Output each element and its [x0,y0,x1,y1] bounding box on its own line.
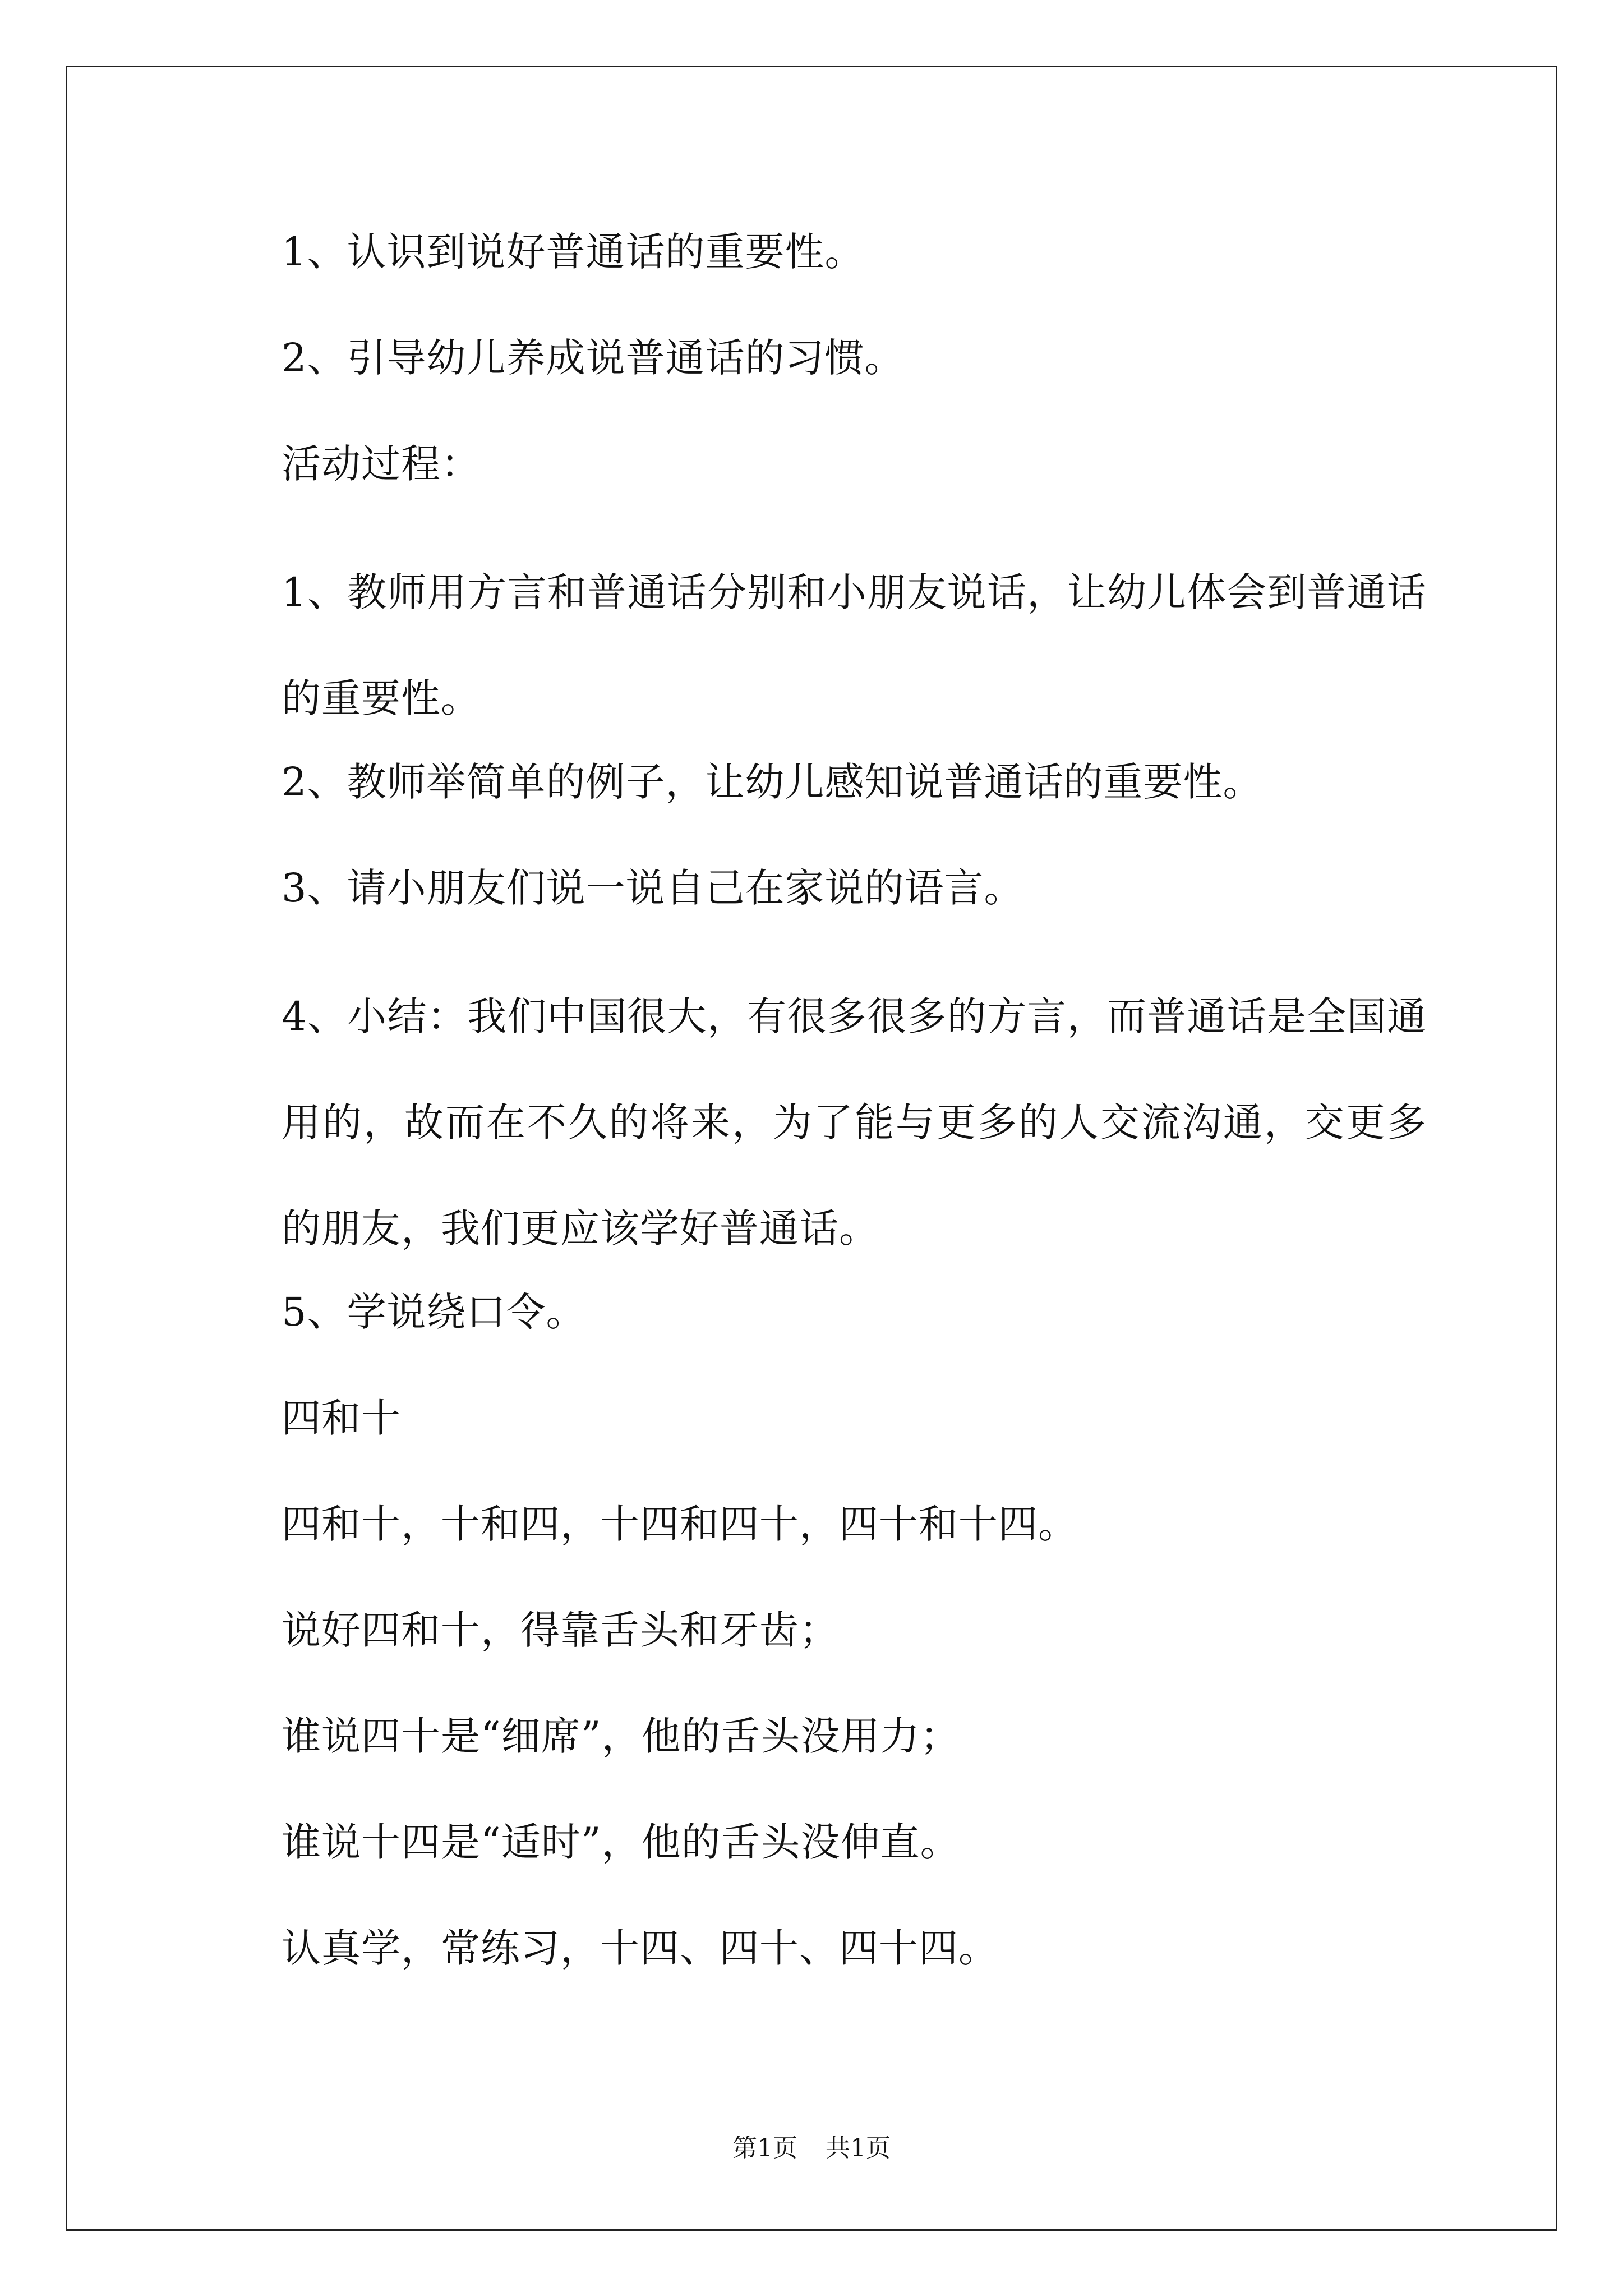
section-heading-process: 活动过程： [282,441,481,487]
page-total: 共1页 [826,2134,891,2162]
tongue-twister-line-3: 谁说四十是“细席”，他的舌头没用力； [282,1713,960,1759]
tongue-twister-line-1: 四和十，十和四，十四和四十，四十和十四。 [282,1501,1078,1547]
page-number: 第1页 [732,2134,797,2162]
paragraph-3: 1、教师用方言和普通话分别和小朋友说话，让幼儿体会到普通话的重要性。 [282,569,1427,721]
tongue-twister-title: 四和十 [282,1395,401,1441]
paragraph-5: 3、请小朋友们说一说自己在家说的语言。 [282,865,1024,911]
paragraph-1: 1、认识到说好普通话的重要性。 [282,229,865,275]
page-footer [0,2136,1623,2161]
paragraph-7: 5、学说绕口令。 [282,1289,586,1335]
paragraph-6: 4、小结：我们中国很大，有很多很多的方言，而普通话是全国通用的，故而在不久的将来，为了能与更多的人交流沟通，交更多的朋友，我们更应该学好普通话。 [282,993,1427,1251]
paragraph-2: 2、引导幼儿养成说普通话的习惯。 [282,335,905,381]
tongue-twister-line-5: 认真学，常练习，十四、四十、四十四。 [282,1925,998,1971]
tongue-twister-line-2: 说好四和十，得靠舌头和牙齿； [282,1607,839,1653]
paragraph-4: 2、教师举简单的例子，让幼儿感知说普通话的重要性。 [282,759,1263,805]
tongue-twister-line-4: 谁说十四是“适时”，他的舌头没伸直。 [282,1819,960,1865]
